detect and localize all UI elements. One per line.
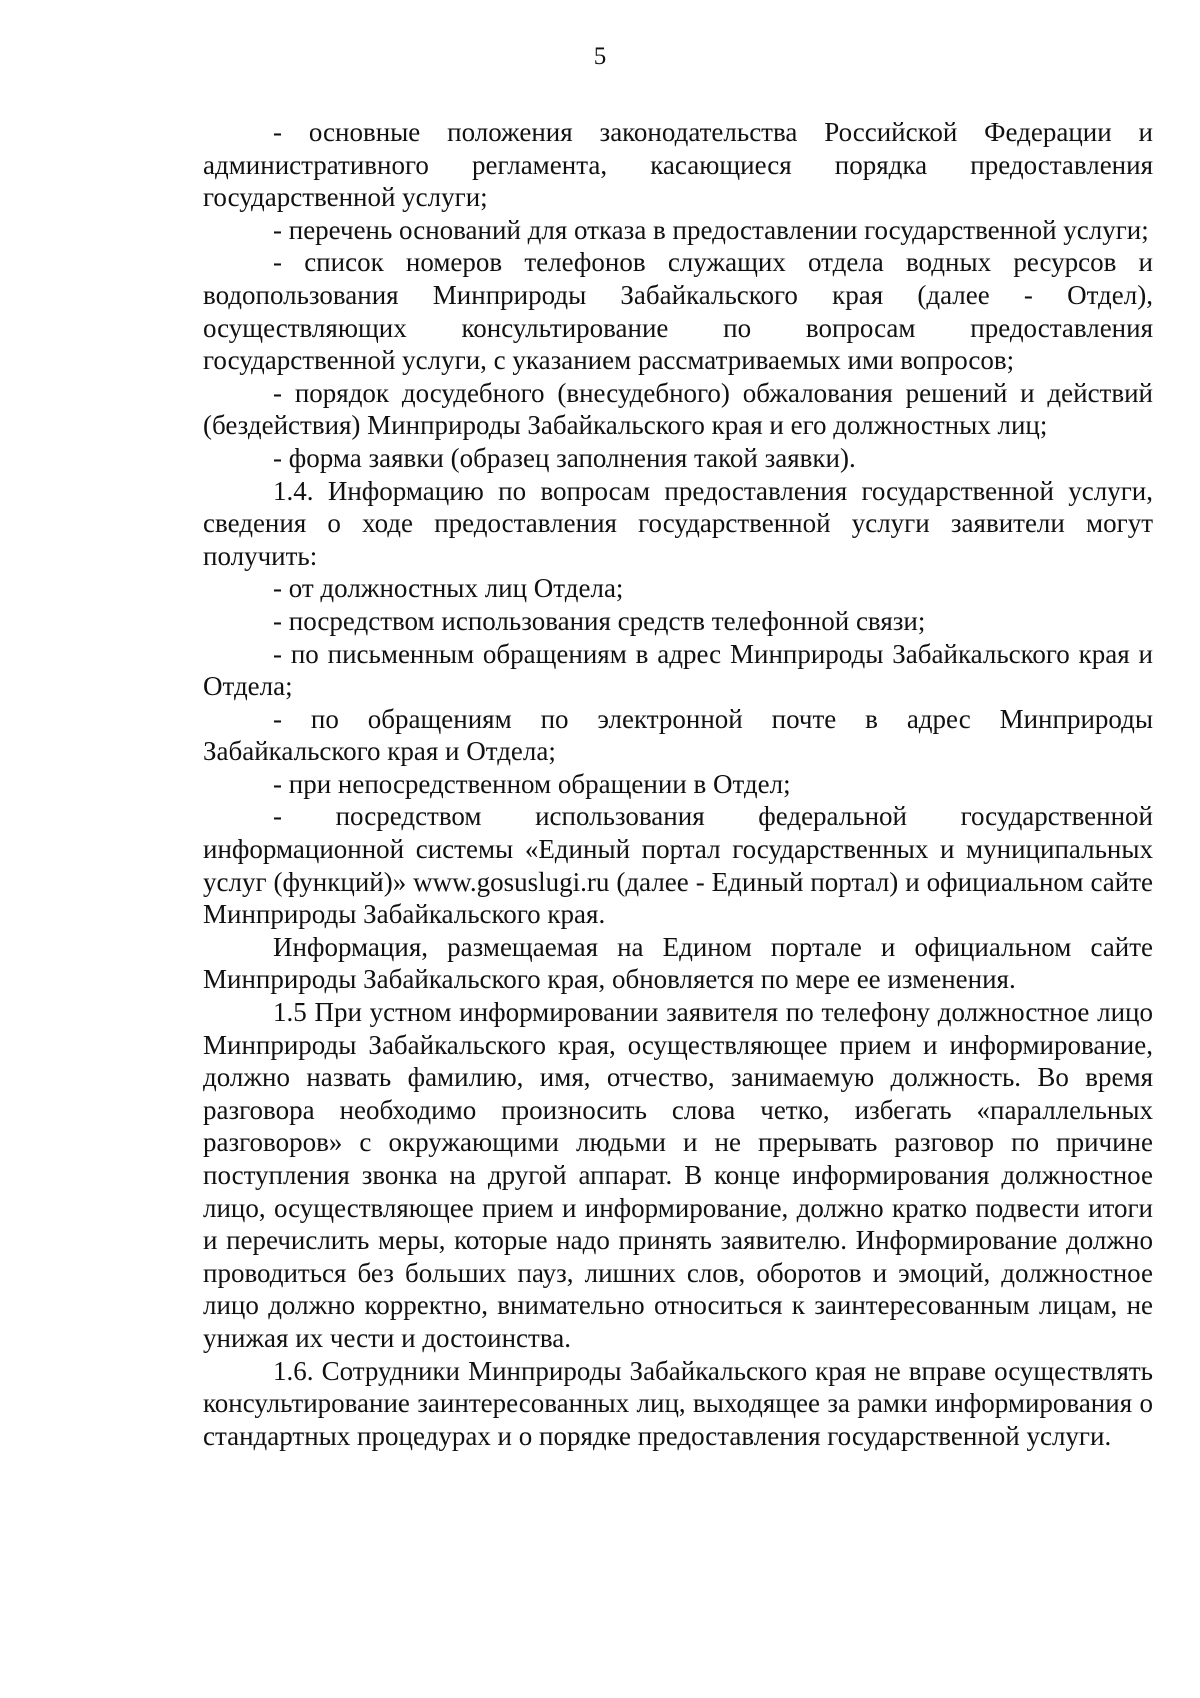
paragraph-application-form: - форма заявки (образец заполнения такой заявки). [273, 442, 856, 473]
paragraph-in-person: - при непосредственном обращении в Отдел; [273, 768, 791, 799]
paragraph-refusal-grounds: - перечень оснований для отказа в предоставлении государственной услуги; [273, 214, 1149, 245]
paragraph-written-requests: - по письменным обращениям в адрес Минприроды Забайкальского края и Отдела; [203, 638, 1153, 702]
paragraph-appeal-procedure: - порядок досудебного (внесудебного) обжалования решений и действий (бездействия) Минприроды Забайкальского края и его должностных лиц; [203, 377, 1153, 441]
paragraph-phone-list: - список номеров телефонов служащих отдела водных ресурсов и водопользования Минприроды Забайкальского края (далее - Отдел), осуществляющих консультирование по вопросам предоставления государственной услуги, с указанием рассматриваемых ими вопросов; [203, 247, 1153, 376]
paragraph-unified-portal: - посредством использования федеральной государственной информационной системы «Единый портал государственных и муниципальных услуг (функций)» www.gosuslugi.ru (далее - Единый портал) и официальном сайте Минприроды Забайкальского края. [203, 801, 1153, 930]
page-number: 5 [593, 43, 607, 70]
paragraph-legislation-provisions: - основные положения законодательства Российской Федерации и административного регламента, касающиеся порядка предоставления государственной услуги; [203, 117, 1153, 213]
paragraph-section-1-5: 1.5 При устном информировании заявителя по телефону должностное лицо Минприроды Забайкальского края, осуществляющее прием и информирование, должно назвать фамилию, имя, отчество, занимаемую должность. Во время разговора необходимо произносить слова четко, избегать «параллельных разговоров» с окружающими людьми и не прерывать разговор по причине поступления звонка на другой аппарат. В конце информирования должностное лицо, осуществляющее прием и информирование, должно кратко подвести итоги и перечислить меры, которые надо принять заявителю. Информирование должно проводиться без больших пауз, лишних слов, оборотов и эмоций, должностное лицо должно корректно, внимательно относиться к заинтересованным лицам, не унижая их чести и достоинства. [203, 997, 1153, 1353]
paragraph-section-1-6: 1.6. Сотрудники Минприроды Забайкальского края не вправе осуществлять консультирование заинтересованных лиц, выходящее за рамки информирования о стандартных процедурах и о порядке предоставления государственной услуги. [203, 1355, 1153, 1451]
paragraph-by-phone: - посредством использования средств телефонной связи; [273, 605, 926, 636]
document-body [203, 116, 1153, 1452]
paragraph-info-updates: Информация, размещаемая на Едином портале и официальном сайте Минприроды Забайкальского края, обновляется по мере ее изменения. [203, 931, 1153, 995]
paragraph-email-requests: - по обращениям по электронной почте в адрес Минприроды Забайкальского края и Отдела; [203, 703, 1153, 767]
paragraph-section-1-4: 1.4. Информацию по вопросам предоставления государственной услуги, сведения о ходе предоставления государственной услуги заявители могут получить: [203, 475, 1153, 571]
paragraph-from-officials: - от должностных лиц Отдела; [273, 573, 624, 604]
